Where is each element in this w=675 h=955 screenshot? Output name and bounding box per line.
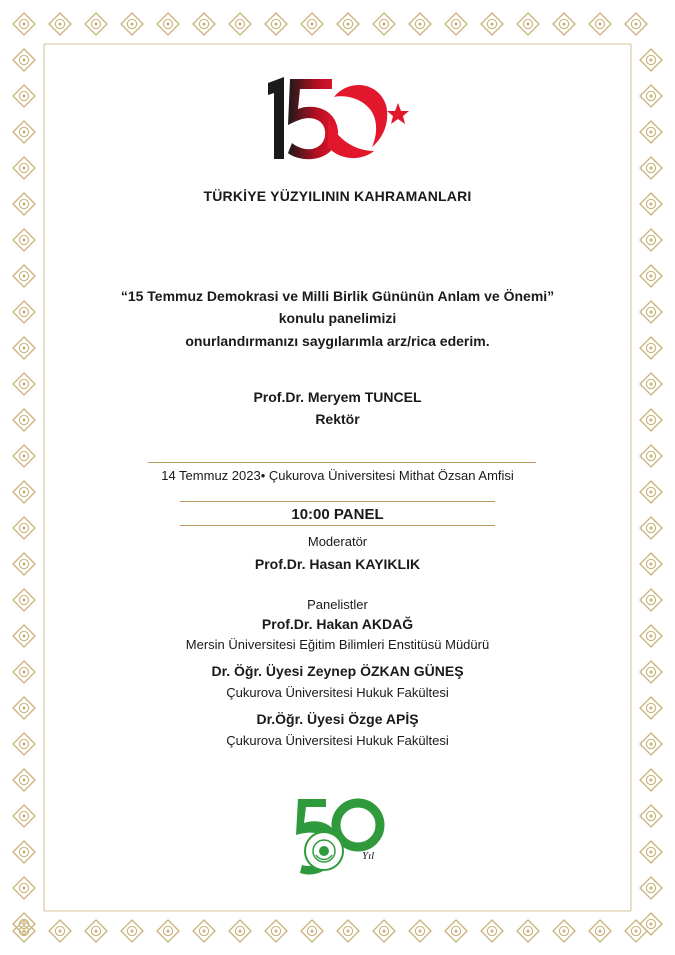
border-motif xyxy=(85,13,107,35)
border-motif xyxy=(13,877,35,899)
event-details: 14 Temmuz 2023• Çukurova Üniversitesi Mithat Özsan Amfisi xyxy=(161,468,514,483)
border-motif xyxy=(409,920,431,942)
border-motif xyxy=(640,121,662,143)
border-motif xyxy=(640,445,662,467)
panelist-name: Dr. Öğr. Üyesi Zeynep ÖZKAN GÜNEŞ xyxy=(211,663,464,679)
border-motif xyxy=(229,920,251,942)
border-motif xyxy=(517,920,539,942)
border-motif xyxy=(553,13,575,35)
15-temmuz-logo xyxy=(262,75,412,165)
moderator-label: Moderatör xyxy=(307,534,368,549)
border-motif xyxy=(640,49,662,71)
border-motif xyxy=(445,920,467,942)
page-heading: TÜRKİYE YÜZYILININ KAHRAMANLARI xyxy=(203,188,472,204)
border-motif xyxy=(193,13,215,35)
border-motif xyxy=(409,13,431,35)
invitation-line-3: onurlandırmanızı saygılarımla arz/rica ederim. xyxy=(185,333,490,349)
border-motif xyxy=(337,13,359,35)
border-motif xyxy=(13,481,35,503)
signatory-name: Prof.Dr. Meryem TUNCEL xyxy=(253,389,422,405)
signatory-title: Rektör xyxy=(315,411,360,427)
border-motif xyxy=(13,445,35,467)
border-motif xyxy=(445,13,467,35)
divider-top xyxy=(148,462,536,463)
border-motif xyxy=(301,920,323,942)
border-motif xyxy=(625,13,647,35)
15-temmuz-label: TEMMUZ xyxy=(291,131,322,139)
border-motif xyxy=(373,13,395,35)
border-motif xyxy=(481,920,503,942)
border-motif xyxy=(640,913,662,935)
border-motif xyxy=(121,13,143,35)
border-motif xyxy=(13,85,35,107)
border-motif xyxy=(640,769,662,791)
border-motif xyxy=(13,157,35,179)
moderator-name: Prof.Dr. Hasan KAYIKLIK xyxy=(254,556,421,572)
border-motif xyxy=(13,805,35,827)
border-motif xyxy=(193,920,215,942)
border-motif xyxy=(373,920,395,942)
border-motif xyxy=(49,13,71,35)
border-motif xyxy=(13,769,35,791)
panelist-affiliation: Mersin Üniversitesi Eğitim Bilimleri Enstitüsü Müdürü xyxy=(185,637,490,652)
border-motif xyxy=(13,121,35,143)
border-motif xyxy=(640,805,662,827)
border-motif xyxy=(13,13,35,35)
panelist-affiliation: Çukurova Üniversitesi Hukuk Fakültesi xyxy=(226,733,449,748)
border-motif xyxy=(229,13,251,35)
border-motif xyxy=(13,841,35,863)
border-motif xyxy=(640,481,662,503)
50-yil-suffix: Yıl xyxy=(362,850,375,862)
50-yil-logo xyxy=(292,795,392,885)
border-motif xyxy=(625,920,647,942)
border-motif xyxy=(640,85,662,107)
border-motif xyxy=(640,265,662,287)
border-motif xyxy=(157,13,179,35)
border-motif xyxy=(13,49,35,71)
border-motif xyxy=(13,265,35,287)
panelist-name: Prof.Dr. Hakan AKDAĞ xyxy=(261,616,414,632)
panelist-affiliation: Çukurova Üniversitesi Hukuk Fakültesi xyxy=(226,685,449,700)
border-motif xyxy=(553,920,575,942)
border-motif xyxy=(85,920,107,942)
border-motif xyxy=(589,920,611,942)
border-motif xyxy=(49,920,71,942)
invitation-line-2: konulu panelimizi xyxy=(278,310,397,326)
divider-bottom xyxy=(180,525,495,526)
border-motif xyxy=(517,13,539,35)
border-motif xyxy=(640,157,662,179)
border-motif xyxy=(121,920,143,942)
panel-time: 10:00 PANEL xyxy=(291,506,384,523)
border-motif xyxy=(265,13,287,35)
border-motif xyxy=(337,920,359,942)
invitation-topic: “15 Temmuz Demokrasi ve Milli Birlik Gününün Anlam ve Önemi” xyxy=(120,288,555,304)
border-motif xyxy=(157,920,179,942)
border-motif xyxy=(265,920,287,942)
border-motif xyxy=(640,877,662,899)
divider-mid xyxy=(180,501,495,502)
border-motif xyxy=(13,229,35,251)
panelists-label: Panelistler xyxy=(307,597,368,612)
border-motif xyxy=(640,229,662,251)
border-motif xyxy=(301,13,323,35)
panelist-name: Dr.Öğr. Üyesi Özge APİŞ xyxy=(256,711,419,727)
border-motif xyxy=(481,13,503,35)
border-motif xyxy=(640,841,662,863)
border-motif xyxy=(589,13,611,35)
